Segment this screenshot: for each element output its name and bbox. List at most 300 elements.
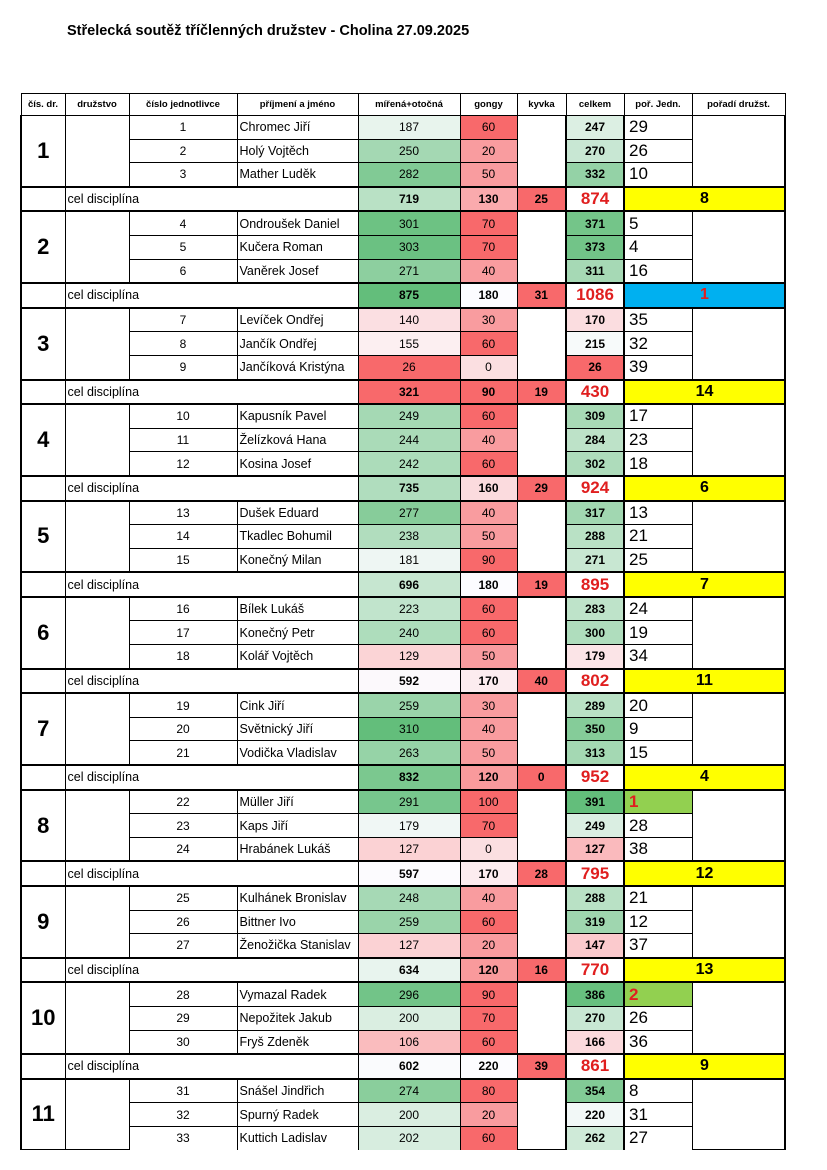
member-row — [21, 1103, 785, 1127]
shooter-rank: 23 — [624, 428, 692, 452]
member-row — [21, 597, 785, 621]
shooter-number: 27 — [129, 934, 237, 958]
member-row — [21, 717, 785, 741]
gongs-score: 20 — [460, 934, 517, 958]
shooter-total: 166 — [566, 1030, 624, 1054]
shooter-number: 18 — [129, 645, 237, 669]
shooter-number: 21 — [129, 741, 237, 765]
member-row — [21, 355, 785, 379]
team-name — [65, 693, 129, 765]
member-row — [21, 501, 785, 525]
gongs-score: 70 — [460, 1006, 517, 1030]
aimed-score: 310 — [358, 717, 460, 741]
aimed-score: 238 — [358, 525, 460, 549]
team-rank-empty — [692, 1079, 785, 1150]
team-gongs-total: 180 — [460, 572, 517, 597]
gongs-score: 20 — [460, 139, 517, 163]
summary-blank — [21, 765, 65, 790]
shooter-name: Vodička Vladislav — [237, 741, 358, 765]
header-name: příjmení a jméno — [237, 94, 358, 116]
gongs-score: 40 — [460, 886, 517, 910]
results-table — [20, 93, 786, 1150]
shooter-total: 288 — [566, 886, 624, 910]
shooter-number: 23 — [129, 814, 237, 838]
shooter-total: 386 — [566, 982, 624, 1006]
shooter-total: 147 — [566, 934, 624, 958]
shooter-rank: 21 — [624, 525, 692, 549]
shooter-total: 309 — [566, 404, 624, 428]
team-gongs-total: 170 — [460, 861, 517, 886]
gongs-score: 90 — [460, 982, 517, 1006]
shooter-number: 3 — [129, 163, 237, 187]
shooter-rank: 8 — [624, 1079, 692, 1103]
summary-label: cel disciplína — [65, 283, 358, 308]
aimed-score: 271 — [358, 259, 460, 283]
team-rank-empty — [692, 790, 785, 862]
shooter-name: Kaps Jiří — [237, 814, 358, 838]
shooter-name: Kolář Vojtěch — [237, 645, 358, 669]
gongs-score: 60 — [460, 1126, 517, 1149]
aimed-score: 277 — [358, 501, 460, 525]
shooter-name: Konečný Petr — [237, 621, 358, 645]
shooter-rank: 26 — [624, 139, 692, 163]
summary-label: cel disciplína — [65, 187, 358, 212]
swing-empty — [517, 501, 566, 573]
aimed-score: 179 — [358, 814, 460, 838]
aimed-score: 181 — [358, 548, 460, 572]
shooter-rank: 36 — [624, 1030, 692, 1054]
shooter-total: 373 — [566, 235, 624, 259]
shooter-number: 13 — [129, 501, 237, 525]
shooter-number: 31 — [129, 1079, 237, 1103]
team-rank-empty — [692, 308, 785, 380]
gongs-score: 70 — [460, 235, 517, 259]
team-summary-row — [21, 765, 785, 790]
team-grand-total: 874 — [566, 187, 624, 212]
team-rank: 1 — [624, 283, 785, 308]
aimed-score: 301 — [358, 211, 460, 235]
summary-blank — [21, 283, 65, 308]
team-number: 11 — [21, 1079, 65, 1150]
team-gongs-total: 90 — [460, 380, 517, 405]
shooter-total: 354 — [566, 1079, 624, 1103]
shooter-number: 16 — [129, 597, 237, 621]
shooter-number: 12 — [129, 452, 237, 476]
team-gongs-total: 180 — [460, 283, 517, 308]
shooter-number: 19 — [129, 693, 237, 717]
shooter-total: 319 — [566, 910, 624, 934]
shooter-rank: 34 — [624, 645, 692, 669]
shooter-total: 288 — [566, 525, 624, 549]
shooter-name: Světnický Jiří — [237, 717, 358, 741]
member-row — [21, 139, 785, 163]
aimed-score: 26 — [358, 355, 460, 379]
shooter-name: Konečný Milan — [237, 548, 358, 572]
aimed-score: 274 — [358, 1079, 460, 1103]
team-summary-row — [21, 380, 785, 405]
shooter-rank: 9 — [624, 717, 692, 741]
aimed-score: 263 — [358, 741, 460, 765]
shooter-number: 8 — [129, 332, 237, 356]
team-number: 1 — [21, 116, 65, 187]
shooter-name: Vaněrek Josef — [237, 259, 358, 283]
aimed-score: 248 — [358, 886, 460, 910]
swing-empty — [517, 886, 566, 958]
shooter-rank: 20 — [624, 693, 692, 717]
team-rank: 9 — [624, 1054, 785, 1079]
team-aimed-total: 696 — [358, 572, 460, 597]
team-aimed-total: 597 — [358, 861, 460, 886]
aimed-score: 140 — [358, 308, 460, 332]
member-row — [21, 452, 785, 476]
team-summary-row — [21, 958, 785, 983]
header-team-no: čís. dr. — [21, 94, 65, 116]
team-rank: 4 — [624, 765, 785, 790]
team-name — [65, 982, 129, 1054]
shooter-rank: 32 — [624, 332, 692, 356]
gongs-score: 50 — [460, 741, 517, 765]
swing-empty — [517, 308, 566, 380]
shooter-total: 270 — [566, 139, 624, 163]
team-gongs-total: 130 — [460, 187, 517, 212]
shooter-name: Dušek Eduard — [237, 501, 358, 525]
team-number: 9 — [21, 886, 65, 958]
team-swing-total: 25 — [517, 187, 566, 212]
aimed-score: 249 — [358, 404, 460, 428]
gongs-score: 60 — [460, 621, 517, 645]
shooter-name: Chromec Jiří — [237, 116, 358, 140]
swing-empty — [517, 116, 566, 187]
team-grand-total: 795 — [566, 861, 624, 886]
summary-label: cel disciplína — [65, 765, 358, 790]
team-swing-total: 19 — [517, 572, 566, 597]
member-row — [21, 404, 785, 428]
shooter-name: Kosina Josef — [237, 452, 358, 476]
team-name — [65, 116, 129, 187]
team-aimed-total: 875 — [358, 283, 460, 308]
aimed-score: 106 — [358, 1030, 460, 1054]
shooter-number: 20 — [129, 717, 237, 741]
swing-empty — [517, 790, 566, 862]
shooter-total: 332 — [566, 163, 624, 187]
shooter-total: 284 — [566, 428, 624, 452]
team-number: 2 — [21, 211, 65, 283]
gongs-score: 100 — [460, 790, 517, 814]
shooter-name: Müller Jiří — [237, 790, 358, 814]
member-row — [21, 741, 785, 765]
gongs-score: 60 — [460, 116, 517, 140]
gongs-score: 90 — [460, 548, 517, 572]
member-row — [21, 982, 785, 1006]
shooter-total: 247 — [566, 116, 624, 140]
shooter-number: 29 — [129, 1006, 237, 1030]
aimed-score: 127 — [358, 837, 460, 861]
shooter-rank: 13 — [624, 501, 692, 525]
header-swing: kyvka — [517, 94, 566, 116]
shooter-name: Ženožička Stanislav — [237, 934, 358, 958]
team-summary-row — [21, 187, 785, 212]
shooter-rank: 25 — [624, 548, 692, 572]
aimed-score: 242 — [358, 452, 460, 476]
swing-empty — [517, 982, 566, 1054]
member-row — [21, 1079, 785, 1103]
aimed-score: 223 — [358, 597, 460, 621]
gongs-score: 20 — [460, 1103, 517, 1127]
gongs-score: 50 — [460, 525, 517, 549]
header-total: celkem — [566, 94, 624, 116]
swing-empty — [517, 597, 566, 669]
shooter-name: Snášel Jindřich — [237, 1079, 358, 1103]
shooter-number: 26 — [129, 910, 237, 934]
shooter-number: 15 — [129, 548, 237, 572]
team-number: 8 — [21, 790, 65, 862]
shooter-total: 391 — [566, 790, 624, 814]
shooter-name: Hrabánek Lukáš — [237, 837, 358, 861]
summary-blank — [21, 187, 65, 212]
team-rank-empty — [692, 982, 785, 1054]
gongs-score: 40 — [460, 428, 517, 452]
shooter-rank: 24 — [624, 597, 692, 621]
gongs-score: 70 — [460, 211, 517, 235]
shooter-name: Mather Luděk — [237, 163, 358, 187]
team-rank-empty — [692, 597, 785, 669]
summary-label: cel disciplína — [65, 669, 358, 694]
team-number: 7 — [21, 693, 65, 765]
summary-blank — [21, 380, 65, 405]
team-name — [65, 308, 129, 380]
member-row — [21, 693, 785, 717]
shooter-name: Spurný Radek — [237, 1103, 358, 1127]
team-number: 4 — [21, 404, 65, 476]
team-aimed-total: 592 — [358, 669, 460, 694]
member-row — [21, 211, 785, 235]
aimed-score: 200 — [358, 1103, 460, 1127]
member-row — [21, 259, 785, 283]
shooter-rank: 1 — [624, 790, 692, 814]
team-grand-total: 924 — [566, 476, 624, 501]
shooter-number: 22 — [129, 790, 237, 814]
shooter-number: 28 — [129, 982, 237, 1006]
team-swing-total: 31 — [517, 283, 566, 308]
team-aimed-total: 719 — [358, 187, 460, 212]
team-summary-row — [21, 1054, 785, 1079]
aimed-score: 187 — [358, 116, 460, 140]
shooter-total: 179 — [566, 645, 624, 669]
aimed-score: 200 — [358, 1006, 460, 1030]
shooter-total: 300 — [566, 621, 624, 645]
swing-empty — [517, 404, 566, 476]
swing-empty — [517, 1079, 566, 1150]
shooter-rank: 28 — [624, 814, 692, 838]
aimed-score: 129 — [358, 645, 460, 669]
team-summary-row — [21, 283, 785, 308]
team-rank: 14 — [624, 380, 785, 405]
shooter-name: Jančík Ondřej — [237, 332, 358, 356]
aimed-score: 282 — [358, 163, 460, 187]
shooter-number: 24 — [129, 837, 237, 861]
member-row — [21, 116, 785, 140]
team-summary-row — [21, 669, 785, 694]
gongs-score: 70 — [460, 814, 517, 838]
team-rank-empty — [692, 886, 785, 958]
gongs-score: 60 — [460, 910, 517, 934]
gongs-score: 60 — [460, 597, 517, 621]
shooter-rank: 26 — [624, 1006, 692, 1030]
swing-empty — [517, 211, 566, 283]
header-aimed: mířená+otočná — [358, 94, 460, 116]
team-swing-total: 39 — [517, 1054, 566, 1079]
team-rank-empty — [692, 501, 785, 573]
aimed-score: 259 — [358, 910, 460, 934]
team-aimed-total: 735 — [358, 476, 460, 501]
shooter-number: 9 — [129, 355, 237, 379]
shooter-number: 32 — [129, 1103, 237, 1127]
member-row — [21, 1030, 785, 1054]
shooter-name: Kapusník Pavel — [237, 404, 358, 428]
shooter-total: 270 — [566, 1006, 624, 1030]
shooter-total: 220 — [566, 1103, 624, 1127]
gongs-score: 30 — [460, 693, 517, 717]
team-name — [65, 1079, 129, 1150]
shooter-name: Ondroušek Daniel — [237, 211, 358, 235]
member-row — [21, 332, 785, 356]
member-row — [21, 308, 785, 332]
member-row — [21, 548, 785, 572]
shooter-number: 7 — [129, 308, 237, 332]
shooter-rank: 4 — [624, 235, 692, 259]
summary-label: cel disciplína — [65, 861, 358, 886]
team-gongs-total: 120 — [460, 958, 517, 983]
team-rank-empty — [692, 693, 785, 765]
shooter-name: Kuttich Ladislav — [237, 1126, 358, 1149]
summary-blank — [21, 861, 65, 886]
team-rank-empty — [692, 211, 785, 283]
team-aimed-total: 321 — [358, 380, 460, 405]
shooter-number: 30 — [129, 1030, 237, 1054]
team-rank: 13 — [624, 958, 785, 983]
team-name — [65, 886, 129, 958]
shooter-rank: 2 — [624, 982, 692, 1006]
team-name — [65, 211, 129, 283]
shooter-total: 249 — [566, 814, 624, 838]
team-aimed-total: 602 — [358, 1054, 460, 1079]
member-row — [21, 790, 785, 814]
gongs-score: 60 — [460, 404, 517, 428]
shooter-number: 1 — [129, 116, 237, 140]
team-number: 10 — [21, 982, 65, 1054]
team-swing-total: 29 — [517, 476, 566, 501]
shooter-rank: 17 — [624, 404, 692, 428]
member-row — [21, 1126, 785, 1149]
shooter-number: 2 — [129, 139, 237, 163]
shooter-rank: 16 — [624, 259, 692, 283]
team-name — [65, 597, 129, 669]
summary-blank — [21, 572, 65, 597]
aimed-score: 250 — [358, 139, 460, 163]
shooter-name: Vymazal Radek — [237, 982, 358, 1006]
aimed-score: 303 — [358, 235, 460, 259]
shooter-rank: 38 — [624, 837, 692, 861]
team-rank-empty — [692, 404, 785, 476]
team-gongs-total: 170 — [460, 669, 517, 694]
team-grand-total: 861 — [566, 1054, 624, 1079]
gongs-score: 50 — [460, 163, 517, 187]
team-grand-total: 895 — [566, 572, 624, 597]
shooter-rank: 18 — [624, 452, 692, 476]
team-swing-total: 16 — [517, 958, 566, 983]
member-row — [21, 235, 785, 259]
shooter-name: Kulhánek Bronislav — [237, 886, 358, 910]
team-name — [65, 501, 129, 573]
shooter-total: 170 — [566, 308, 624, 332]
header-row — [21, 94, 785, 116]
gongs-score: 80 — [460, 1079, 517, 1103]
team-number: 3 — [21, 308, 65, 380]
shooter-total: 317 — [566, 501, 624, 525]
team-aimed-total: 832 — [358, 765, 460, 790]
team-number: 6 — [21, 597, 65, 669]
shooter-name: Kučera Roman — [237, 235, 358, 259]
team-summary-row — [21, 861, 785, 886]
swing-empty — [517, 693, 566, 765]
shooter-name: Cink Jiří — [237, 693, 358, 717]
shooter-total: 283 — [566, 597, 624, 621]
team-swing-total: 28 — [517, 861, 566, 886]
shooter-name: Nepožitek Jakub — [237, 1006, 358, 1030]
aimed-score: 259 — [358, 693, 460, 717]
member-row — [21, 428, 785, 452]
team-grand-total: 802 — [566, 669, 624, 694]
header-team: družstvo — [65, 94, 129, 116]
shooter-total: 289 — [566, 693, 624, 717]
shooter-total: 311 — [566, 259, 624, 283]
header-team-rank: pořadí družst. — [692, 94, 785, 116]
shooter-total: 26 — [566, 355, 624, 379]
shooter-number: 14 — [129, 525, 237, 549]
member-row — [21, 910, 785, 934]
gongs-score: 30 — [460, 308, 517, 332]
summary-blank — [21, 958, 65, 983]
gongs-score: 40 — [460, 501, 517, 525]
member-row — [21, 163, 785, 187]
shooter-rank: 31 — [624, 1103, 692, 1127]
header-gongs: gongy — [460, 94, 517, 116]
shooter-total: 271 — [566, 548, 624, 572]
member-row — [21, 525, 785, 549]
team-number: 5 — [21, 501, 65, 573]
shooter-rank: 29 — [624, 116, 692, 140]
shooter-rank: 5 — [624, 211, 692, 235]
summary-label: cel disciplína — [65, 958, 358, 983]
shooter-number: 4 — [129, 211, 237, 235]
team-gongs-total: 220 — [460, 1054, 517, 1079]
shooter-total: 302 — [566, 452, 624, 476]
aimed-score: 202 — [358, 1126, 460, 1149]
gongs-score: 0 — [460, 355, 517, 379]
shooter-rank: 12 — [624, 910, 692, 934]
team-swing-total: 19 — [517, 380, 566, 405]
member-row — [21, 814, 785, 838]
aimed-score: 244 — [358, 428, 460, 452]
team-grand-total: 430 — [566, 380, 624, 405]
shooter-name: Bílek Lukáš — [237, 597, 358, 621]
team-grand-total: 770 — [566, 958, 624, 983]
team-name — [65, 404, 129, 476]
shooter-rank: 35 — [624, 308, 692, 332]
aimed-score: 127 — [358, 934, 460, 958]
team-gongs-total: 120 — [460, 765, 517, 790]
team-grand-total: 1086 — [566, 283, 624, 308]
